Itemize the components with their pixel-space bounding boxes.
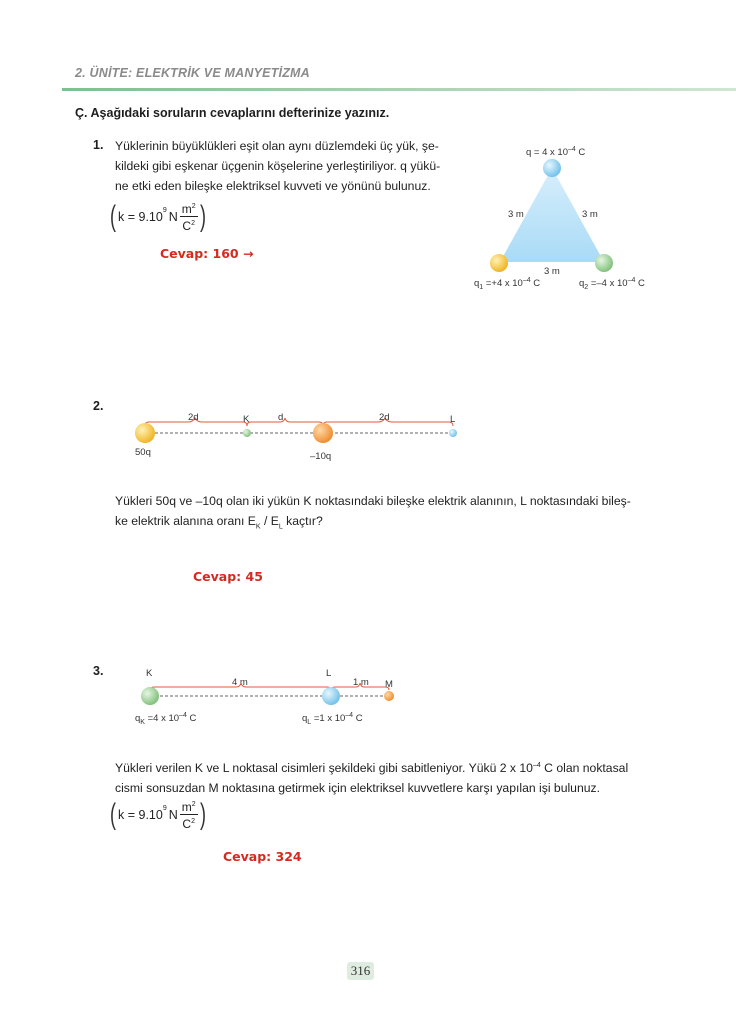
header-rule bbox=[62, 88, 736, 91]
q-top-text: q = 4 x 10 bbox=[526, 147, 568, 159]
formula-num-exp: 2 bbox=[191, 203, 196, 210]
q2-seg1-label: 2d bbox=[188, 412, 199, 423]
q2-charge-a-label: 50q bbox=[135, 447, 151, 458]
formula-num-exp: 2 bbox=[191, 801, 196, 808]
q2-charge-b-label: –10q bbox=[310, 451, 332, 462]
side-right-label: 3 m bbox=[582, 209, 598, 220]
point-k-dot bbox=[243, 429, 251, 437]
ql-unit: C bbox=[353, 713, 363, 725]
qk-sym: q bbox=[135, 713, 141, 725]
q1-line: kildeki gibi eşkenar üçgenin köşelerine yerleştiriliyor. q yükü- bbox=[115, 159, 441, 173]
qk-sub: K bbox=[140, 719, 145, 727]
q2-value: =–4 x 10 bbox=[588, 278, 628, 290]
right-paren: ) bbox=[199, 797, 206, 831]
ql-sub: L bbox=[307, 719, 312, 727]
side-bottom-label: 3 m bbox=[544, 266, 560, 277]
side-left-label: 3 m bbox=[508, 209, 524, 220]
qk-unit: C bbox=[186, 713, 197, 725]
formula-den-exp: 2 bbox=[191, 220, 195, 227]
section-title: Ç. Aşağıdaki soruların cevaplarını defterinize yazınız. bbox=[75, 106, 390, 120]
q2-seg2-label: d bbox=[278, 412, 284, 423]
q2-sub-k: K bbox=[255, 523, 261, 531]
formula-unit: N bbox=[168, 209, 178, 224]
q3-line1 bbox=[115, 756, 675, 778]
charge-q-top bbox=[543, 159, 561, 177]
q2-answer: Cevap: 45 bbox=[193, 569, 263, 584]
q-top-unit: C bbox=[575, 147, 586, 159]
q1-exp: –4 bbox=[522, 277, 531, 284]
q-top-label bbox=[526, 146, 585, 158]
q3-line1-exp: –4 bbox=[532, 762, 541, 769]
formula-k: k = 9.10 bbox=[118, 807, 163, 822]
q3-line2: cismi sonsuzdan M noktasına getirmek için elektriksel kuvvetlere karşı yapılan işi bulunuz. bbox=[115, 781, 601, 796]
q1-unit: C bbox=[530, 278, 541, 290]
q3-line1-post: C olan noktasal bbox=[540, 761, 629, 776]
q3-brace-1m bbox=[331, 683, 389, 690]
q2-unit: C bbox=[635, 278, 645, 290]
q3-ql-label bbox=[302, 712, 363, 726]
unit-header: 2. ÜNİTE: ELEKTRİK VE MANYETİZMA bbox=[75, 66, 310, 80]
formula-den-exp: 2 bbox=[191, 818, 195, 825]
page-number: 316 bbox=[347, 962, 374, 980]
ql-exp: –4 bbox=[345, 712, 354, 719]
q2-exp: –4 bbox=[627, 277, 636, 284]
q2-seg3-label: 2d bbox=[379, 412, 390, 423]
q3-answer: Cevap: 324 bbox=[223, 849, 302, 864]
q1-text bbox=[115, 136, 460, 196]
left-paren: ( bbox=[110, 797, 116, 831]
formula-exp: 9 bbox=[162, 207, 167, 214]
q3-brace-4m bbox=[150, 683, 331, 690]
q1-triangle-diagram bbox=[468, 140, 668, 290]
charge-50q bbox=[135, 423, 155, 443]
q3-text bbox=[115, 756, 675, 798]
ql-sym: q bbox=[302, 713, 308, 725]
q2-line2-post: kaçtır? bbox=[282, 514, 323, 528]
q1-value: =+4 x 10 bbox=[483, 278, 523, 290]
formula-k: k = 9.10 bbox=[118, 209, 163, 224]
point-m-dot bbox=[384, 691, 394, 701]
formula-num: m bbox=[181, 800, 192, 814]
q2-charge-label bbox=[579, 277, 645, 291]
ql-value: =1 x 10 bbox=[311, 713, 346, 725]
right-paren: ) bbox=[199, 199, 206, 233]
charge-q2 bbox=[595, 254, 613, 272]
point-l-dot bbox=[449, 429, 457, 437]
q1-answer: Cevap: 160 → bbox=[160, 246, 254, 261]
q2-sub-l: L bbox=[278, 523, 283, 531]
q1-number: 1. bbox=[93, 138, 104, 152]
q2-line2-pre: ke elektrik alanına oranı E bbox=[115, 514, 256, 528]
q3-line1-pre: Yükleri verilen K ve L noktasal cisimleri şekildeki gibi sabitleniyor. Yükü 2 x 10 bbox=[115, 761, 533, 776]
q2-text bbox=[115, 491, 655, 537]
q2-point-k: K bbox=[243, 414, 250, 425]
formula-exp: 9 bbox=[162, 805, 167, 812]
formula-den: C bbox=[182, 817, 192, 831]
q3-formula bbox=[108, 798, 208, 831]
charge-k bbox=[141, 687, 159, 705]
qk-value: =4 x 10 bbox=[144, 713, 180, 725]
q-top-exp: –4 bbox=[568, 146, 576, 153]
q3-qk-label bbox=[135, 712, 196, 726]
formula-fraction bbox=[180, 798, 198, 831]
q2-point-l: L bbox=[450, 414, 456, 425]
left-paren: ( bbox=[110, 199, 116, 233]
qk-exp: –4 bbox=[179, 712, 187, 719]
q2-sub: 2 bbox=[584, 284, 589, 292]
q2-line1: Yükleri 50q ve –10q olan iki yükün K noktasındaki bileşke elektrik alanının, L noktasındaki bileş- bbox=[115, 494, 631, 508]
charge-l bbox=[322, 687, 340, 705]
q2-line2 bbox=[115, 511, 655, 537]
formula-num: m bbox=[181, 202, 192, 216]
q2-number: 2. bbox=[93, 399, 104, 413]
formula-unit: N bbox=[168, 807, 178, 822]
q2-line2-mid: / E bbox=[260, 514, 279, 528]
charge-q1 bbox=[490, 254, 508, 272]
formula-den: C bbox=[182, 219, 192, 233]
q1-charge-label bbox=[474, 277, 540, 291]
q2-line-diagram bbox=[125, 412, 470, 452]
formula-fraction bbox=[180, 200, 198, 233]
q1-formula bbox=[108, 200, 208, 233]
q3-number: 3. bbox=[93, 664, 104, 678]
q3-line-diagram bbox=[135, 682, 400, 712]
brace-d bbox=[247, 418, 323, 426]
q1-sub: 1 bbox=[479, 284, 484, 292]
charge-minus-10q bbox=[313, 423, 333, 443]
q3-point-m: M bbox=[385, 679, 393, 690]
q2-sym: q bbox=[579, 278, 585, 290]
q3-point-l: L bbox=[326, 668, 332, 679]
q3-seg2-label: 1 m bbox=[353, 677, 369, 688]
q3-point-k: K bbox=[146, 668, 153, 679]
q1-line: ne etki eden bileşke elektriksel kuvveti ve yönünü bulunuz. bbox=[115, 179, 431, 193]
q1-sym: q bbox=[474, 278, 480, 290]
q1-line: Yüklerinin büyüklükleri eşit olan aynı düzlemdeki üç yük, şe- bbox=[115, 139, 439, 153]
q3-seg1-label: 4 m bbox=[232, 677, 248, 688]
